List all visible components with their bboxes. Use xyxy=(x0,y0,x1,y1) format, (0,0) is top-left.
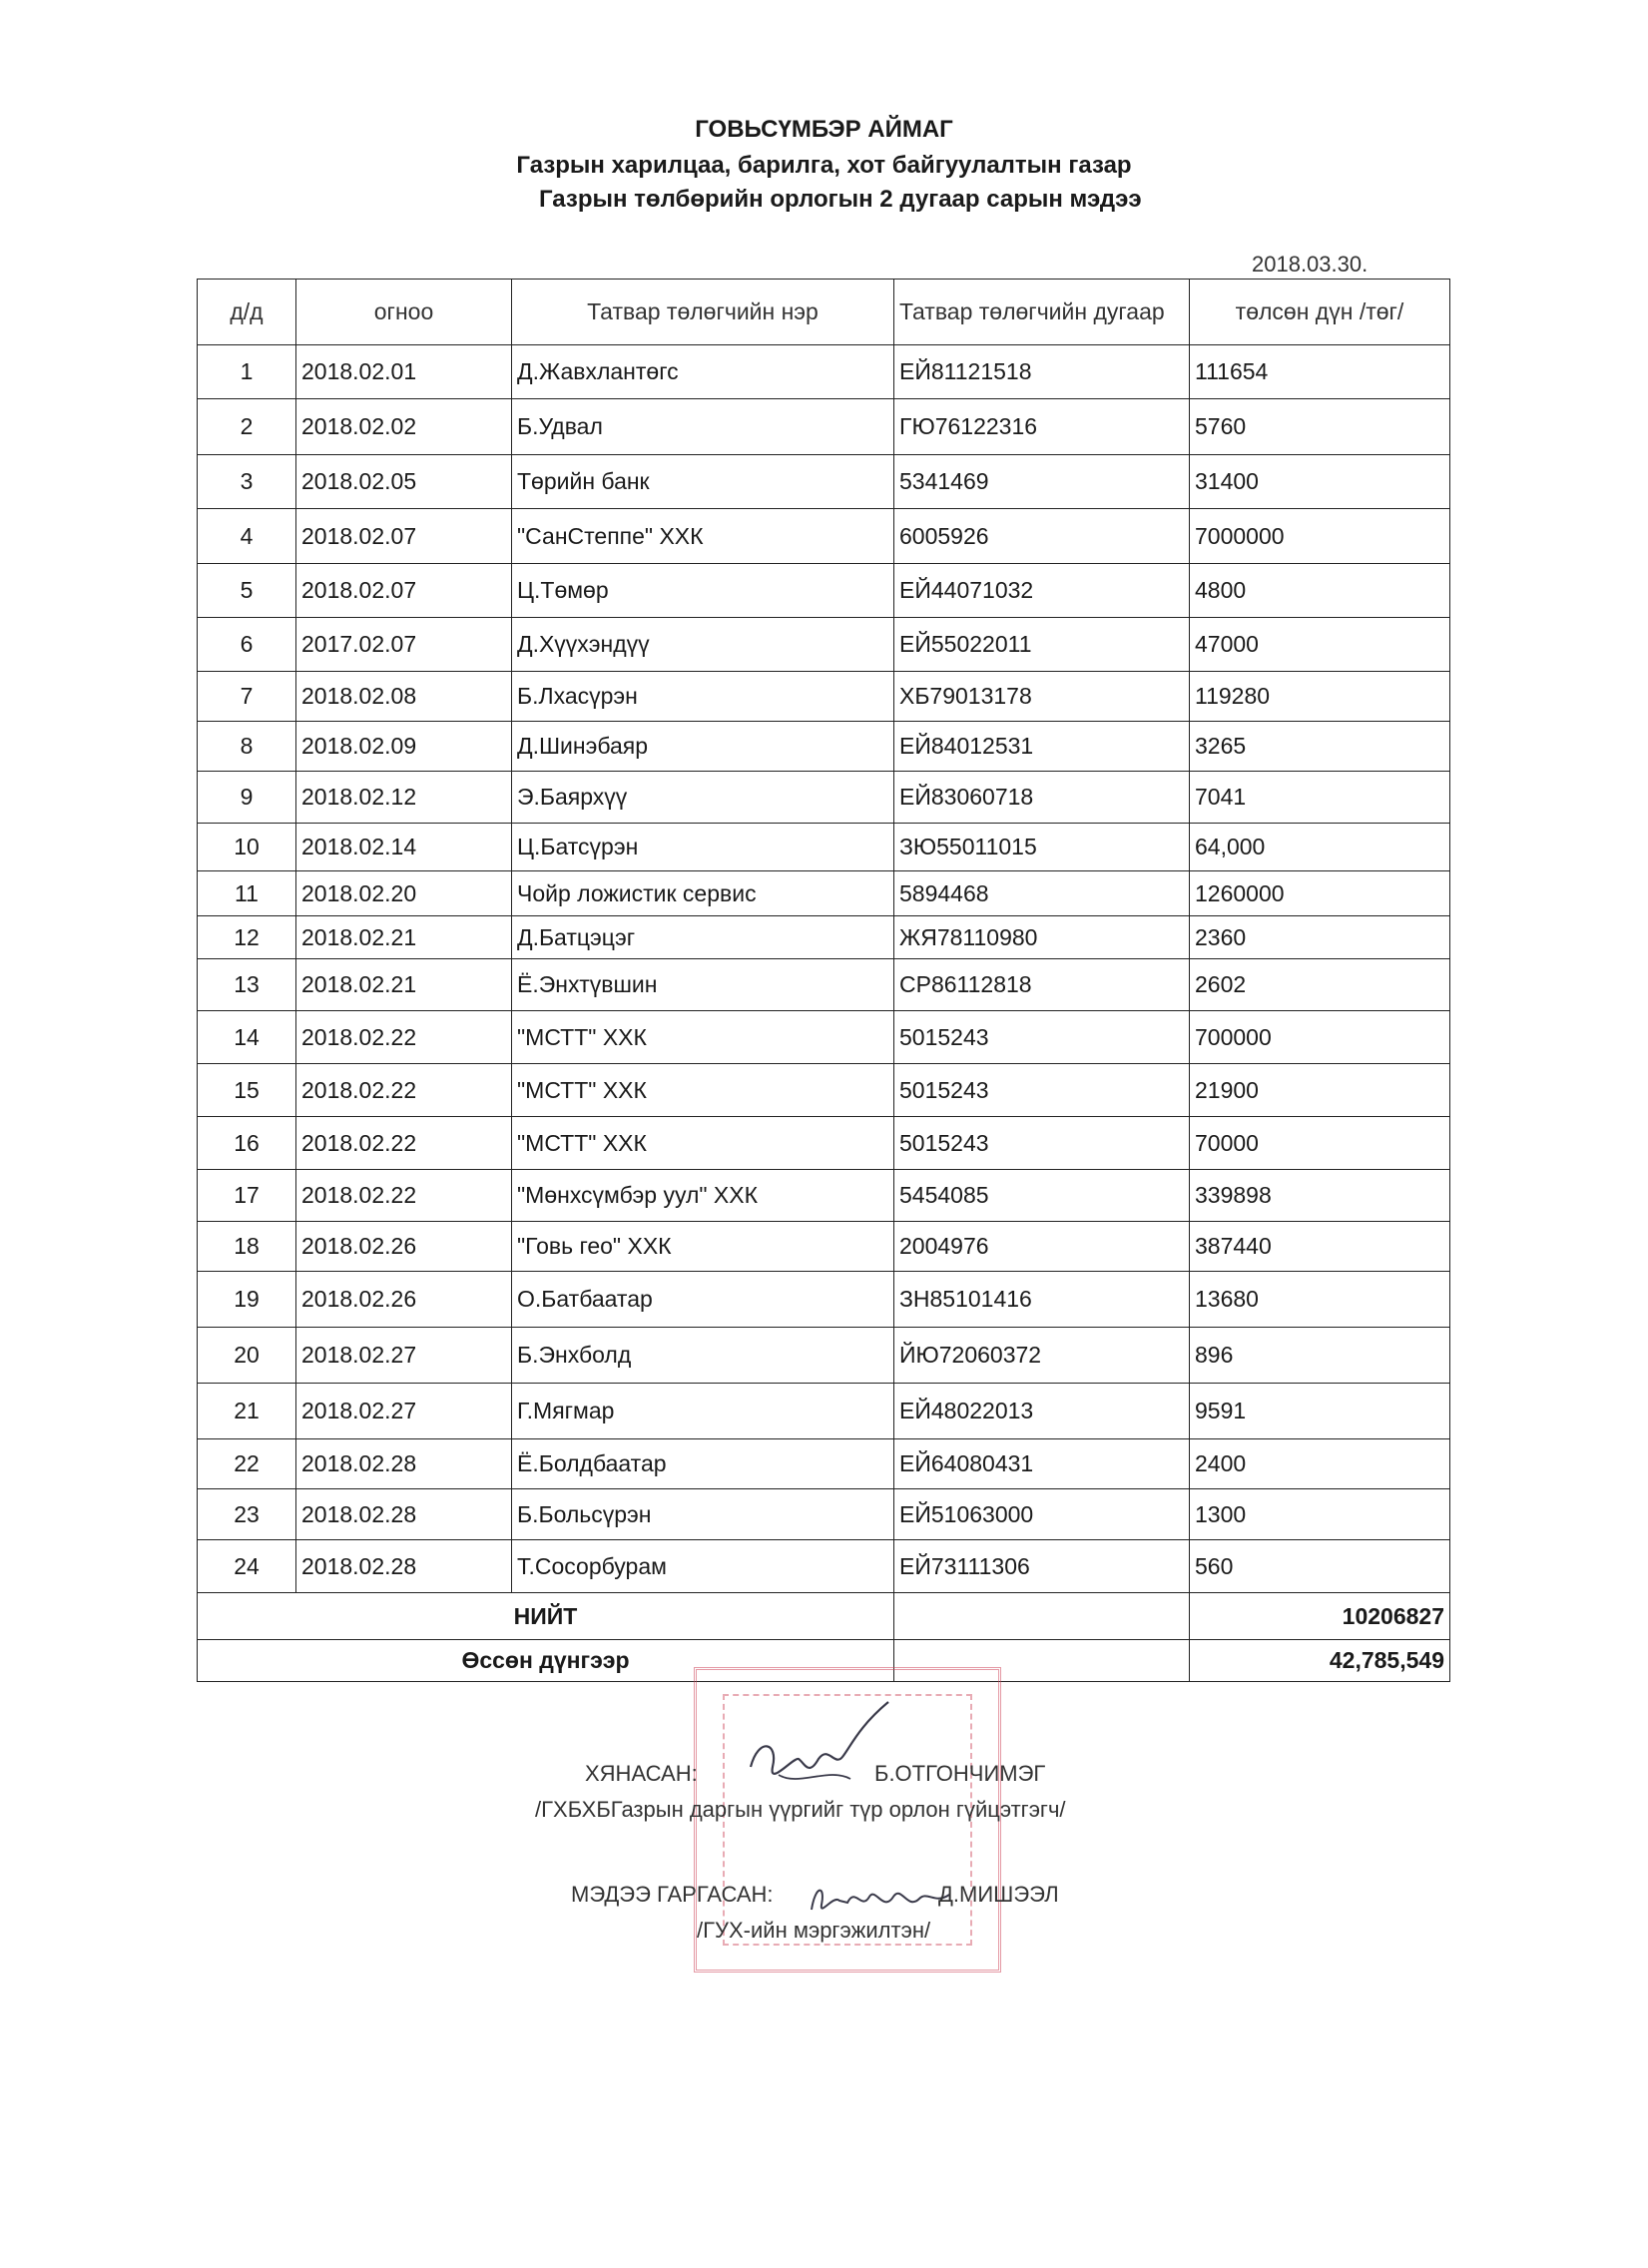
table-row xyxy=(198,1489,1450,1540)
row-number: 4 xyxy=(198,509,296,564)
issued-label: МЭДЭЭ ГАРГАСАН: xyxy=(571,1882,774,1907)
row-taxpayer-id: ЕЙ84012531 xyxy=(894,722,1190,772)
table-row xyxy=(198,1170,1450,1222)
row-amount: 21900 xyxy=(1190,1064,1450,1117)
row-taxpayer-name: "МСТТ" ХХК xyxy=(512,1117,894,1170)
row-amount: 700000 xyxy=(1190,1011,1450,1064)
table-row xyxy=(198,1540,1450,1593)
row-taxpayer-id: ЗН85101416 xyxy=(894,1272,1190,1328)
row-date: 2018.02.28 xyxy=(296,1439,512,1489)
row-taxpayer-name: Д.Шинэбаяр xyxy=(512,722,894,772)
row-amount: 896 xyxy=(1190,1328,1450,1384)
row-date: 2018.02.22 xyxy=(296,1117,512,1170)
row-taxpayer-id: СР86112818 xyxy=(894,959,1190,1011)
row-amount: 5760 xyxy=(1190,399,1450,455)
table-row xyxy=(198,618,1450,672)
row-date: 2018.02.26 xyxy=(296,1272,512,1328)
col-header-taxpayer-id: Татвар төлөгчийн дугаар xyxy=(894,280,1190,345)
table-row xyxy=(198,824,1450,871)
row-amount: 2360 xyxy=(1190,916,1450,959)
report-date: 2018.03.30. xyxy=(1252,252,1369,277)
total-label: НИЙТ xyxy=(198,1593,894,1640)
reviewer-signature xyxy=(739,1697,898,1807)
issued-name: Д.МИШЭЭЛ xyxy=(938,1882,1059,1907)
table-row xyxy=(198,1439,1450,1489)
row-date: 2018.02.07 xyxy=(296,509,512,564)
row-date: 2018.02.27 xyxy=(296,1384,512,1439)
col-header-name: Татвар төлөгчийн нэр xyxy=(512,280,894,345)
header-aimag: ГОВЬСҮМБЭР АЙМАГ xyxy=(695,116,953,143)
table-row xyxy=(198,1272,1450,1328)
total-empty-cell xyxy=(894,1593,1190,1640)
row-date: 2018.02.08 xyxy=(296,672,512,722)
header-report-title: Газрын төлбөрийн орлогын 2 дугаар сарын мэдээ xyxy=(539,186,1142,213)
row-date: 2018.02.26 xyxy=(296,1222,512,1272)
row-date: 2018.02.01 xyxy=(296,345,512,399)
table-row xyxy=(198,455,1450,509)
payments-table xyxy=(197,279,1450,1682)
row-taxpayer-name: "МСТТ" ХХК xyxy=(512,1011,894,1064)
row-date: 2018.02.20 xyxy=(296,871,512,916)
total-row xyxy=(198,1593,1450,1640)
row-amount: 560 xyxy=(1190,1540,1450,1593)
row-taxpayer-name: Б.Энхболд xyxy=(512,1328,894,1384)
row-taxpayer-name: Ё.Болдбаатар xyxy=(512,1439,894,1489)
table-row xyxy=(198,509,1450,564)
row-amount: 64,000 xyxy=(1190,824,1450,871)
table-row xyxy=(198,564,1450,618)
row-taxpayer-id: ЕЙ51063000 xyxy=(894,1489,1190,1540)
row-amount: 119280 xyxy=(1190,672,1450,722)
table-row xyxy=(198,399,1450,455)
row-taxpayer-name: Т.Сосорбурам xyxy=(512,1540,894,1593)
row-taxpayer-name: Д.Жавхлантөгс xyxy=(512,345,894,399)
row-date: 2018.02.07 xyxy=(296,564,512,618)
table-header-row xyxy=(198,280,1450,345)
row-taxpayer-id: 5015243 xyxy=(894,1117,1190,1170)
row-number: 16 xyxy=(198,1117,296,1170)
row-taxpayer-id: ЕЙ55022011 xyxy=(894,618,1190,672)
row-amount: 4800 xyxy=(1190,564,1450,618)
row-taxpayer-id: ЗЮ55011015 xyxy=(894,824,1190,871)
row-date: 2018.02.14 xyxy=(296,824,512,871)
row-date: 2018.02.28 xyxy=(296,1489,512,1540)
row-number: 21 xyxy=(198,1384,296,1439)
row-taxpayer-name: Д.Хүүхэндүү xyxy=(512,618,894,672)
table-row xyxy=(198,1328,1450,1384)
row-date: 2018.02.22 xyxy=(296,1064,512,1117)
row-amount: 13680 xyxy=(1190,1272,1450,1328)
row-amount: 3265 xyxy=(1190,722,1450,772)
row-taxpayer-id: ГЮ76122316 xyxy=(894,399,1190,455)
row-taxpayer-name: Төрийн банк xyxy=(512,455,894,509)
row-number: 6 xyxy=(198,618,296,672)
table-row xyxy=(198,916,1450,959)
row-date: 2018.02.12 xyxy=(296,772,512,824)
row-taxpayer-name: Б.Удвал xyxy=(512,399,894,455)
header-agency: Газрын харилцаа, барилга, хот байгуулалтын газар xyxy=(516,152,1132,179)
row-taxpayer-id: ЕЙ83060718 xyxy=(894,772,1190,824)
row-taxpayer-name: Б.Лхасүрэн xyxy=(512,672,894,722)
row-taxpayer-name: "МСТТ" ХХК xyxy=(512,1064,894,1117)
row-number: 22 xyxy=(198,1439,296,1489)
row-date: 2018.02.28 xyxy=(296,1540,512,1593)
row-date: 2018.02.21 xyxy=(296,959,512,1011)
row-taxpayer-id: ЖЯ78110980 xyxy=(894,916,1190,959)
table-row xyxy=(198,1011,1450,1064)
reviewed-label: ХЯНАСАН: xyxy=(585,1761,698,1786)
row-taxpayer-name: "Говь гео" ХХК xyxy=(512,1222,894,1272)
row-number: 20 xyxy=(198,1328,296,1384)
row-amount: 2602 xyxy=(1190,959,1450,1011)
row-amount: 1300 xyxy=(1190,1489,1450,1540)
row-amount: 339898 xyxy=(1190,1170,1450,1222)
row-number: 2 xyxy=(198,399,296,455)
row-number: 10 xyxy=(198,824,296,871)
table-row xyxy=(198,672,1450,722)
col-header-amount: төлсөн дүн /төг/ xyxy=(1190,280,1450,345)
row-date: 2018.02.05 xyxy=(296,455,512,509)
row-amount: 47000 xyxy=(1190,618,1450,672)
row-number: 1 xyxy=(198,345,296,399)
row-taxpayer-id: 5341469 xyxy=(894,455,1190,509)
reviewed-title: /ГХБХБГазрын даргын үүргийг түр орлон гүйцэтгэгч/ xyxy=(535,1797,1066,1822)
table-body xyxy=(198,345,1450,1593)
row-date: 2018.02.22 xyxy=(296,1170,512,1222)
table-row xyxy=(198,959,1450,1011)
row-taxpayer-id: ЕЙ64080431 xyxy=(894,1439,1190,1489)
row-amount: 7041 xyxy=(1190,772,1450,824)
row-taxpayer-id: 2004976 xyxy=(894,1222,1190,1272)
row-taxpayer-name: Ц.Төмөр xyxy=(512,564,894,618)
row-number: 5 xyxy=(198,564,296,618)
table-row xyxy=(198,1384,1450,1439)
row-amount: 70000 xyxy=(1190,1117,1450,1170)
row-number: 9 xyxy=(198,772,296,824)
row-amount: 2400 xyxy=(1190,1439,1450,1489)
row-taxpayer-name: Ц.Батсүрэн xyxy=(512,824,894,871)
table-row xyxy=(198,1064,1450,1117)
row-taxpayer-id: ЕЙ81121518 xyxy=(894,345,1190,399)
row-taxpayer-id: ХБ79013178 xyxy=(894,672,1190,722)
row-number: 17 xyxy=(198,1170,296,1222)
row-amount: 31400 xyxy=(1190,455,1450,509)
row-amount: 9591 xyxy=(1190,1384,1450,1439)
row-date: 2018.02.27 xyxy=(296,1328,512,1384)
row-date: 2018.02.21 xyxy=(296,916,512,959)
row-number: 7 xyxy=(198,672,296,722)
col-header-no: д/д xyxy=(198,280,296,345)
total-value: 10206827 xyxy=(1190,1593,1450,1640)
row-number: 8 xyxy=(198,722,296,772)
table-row xyxy=(198,772,1450,824)
issued-title: /ГУХ-ийн мэргэжилтэн/ xyxy=(697,1918,931,1943)
row-taxpayer-id: ЙЮ72060372 xyxy=(894,1328,1190,1384)
row-taxpayer-id: 5454085 xyxy=(894,1170,1190,1222)
row-taxpayer-name: Чойр ложистик сервис xyxy=(512,871,894,916)
row-amount: 111654 xyxy=(1190,345,1450,399)
cumulative-label: Өссөн дүнгээр xyxy=(198,1640,894,1682)
row-number: 3 xyxy=(198,455,296,509)
row-number: 23 xyxy=(198,1489,296,1540)
row-taxpayer-id: 5015243 xyxy=(894,1064,1190,1117)
row-number: 14 xyxy=(198,1011,296,1064)
reviewed-name: Б.ОТГОНЧИМЭГ xyxy=(874,1761,1046,1786)
row-taxpayer-id: 5015243 xyxy=(894,1011,1190,1064)
row-number: 11 xyxy=(198,871,296,916)
row-amount: 387440 xyxy=(1190,1222,1450,1272)
row-taxpayer-name: О.Батбаатар xyxy=(512,1272,894,1328)
row-date: 2017.02.07 xyxy=(296,618,512,672)
row-date: 2018.02.09 xyxy=(296,722,512,772)
row-taxpayer-name: Д.Батцэцэг xyxy=(512,916,894,959)
row-taxpayer-id: ЕЙ44071032 xyxy=(894,564,1190,618)
row-taxpayer-name: Б.Больсүрэн xyxy=(512,1489,894,1540)
row-taxpayer-id: ЕЙ48022013 xyxy=(894,1384,1190,1439)
row-taxpayer-name: Г.Мягмар xyxy=(512,1384,894,1439)
cumulative-value: 42,785,549 xyxy=(1190,1640,1450,1682)
table-row xyxy=(198,1117,1450,1170)
row-taxpayer-id: 5894468 xyxy=(894,871,1190,916)
table-row xyxy=(198,1222,1450,1272)
row-date: 2018.02.02 xyxy=(296,399,512,455)
row-taxpayer-name: Э.Баярхүү xyxy=(512,772,894,824)
row-number: 13 xyxy=(198,959,296,1011)
row-number: 24 xyxy=(198,1540,296,1593)
row-number: 18 xyxy=(198,1222,296,1272)
row-taxpayer-id: 6005926 xyxy=(894,509,1190,564)
row-taxpayer-id: ЕЙ73111306 xyxy=(894,1540,1190,1593)
row-taxpayer-name: "Мөнхсүмбэр уул" ХХК xyxy=(512,1170,894,1222)
table-row xyxy=(198,345,1450,399)
col-header-date: огноо xyxy=(296,280,512,345)
row-taxpayer-name: Ё.Энхтүвшин xyxy=(512,959,894,1011)
table-row xyxy=(198,871,1450,916)
row-number: 15 xyxy=(198,1064,296,1117)
row-number: 19 xyxy=(198,1272,296,1328)
row-taxpayer-name: "СанСтеппе" ХХК xyxy=(512,509,894,564)
row-date: 2018.02.22 xyxy=(296,1011,512,1064)
table-row xyxy=(198,722,1450,772)
row-amount: 1260000 xyxy=(1190,871,1450,916)
row-amount: 7000000 xyxy=(1190,509,1450,564)
row-number: 12 xyxy=(198,916,296,959)
